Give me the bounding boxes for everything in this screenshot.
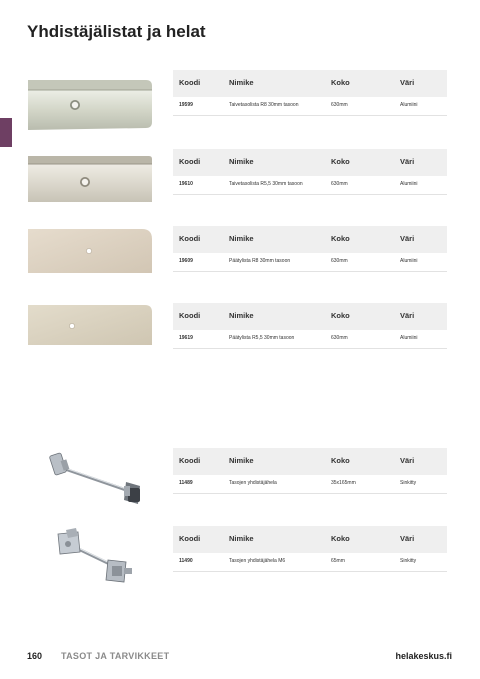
table-row xyxy=(173,330,447,349)
spec-table-header xyxy=(173,448,447,475)
product-image-19610 xyxy=(28,154,152,204)
table-row xyxy=(173,253,447,272)
product-code: 11490 xyxy=(179,558,193,564)
header-code: Koodi xyxy=(179,456,201,465)
product-size: 65mm xyxy=(331,558,345,564)
spec-table-header xyxy=(173,526,447,553)
product-size: 630mm xyxy=(331,258,348,264)
product-size: 35x165mm xyxy=(331,480,356,486)
header-code: Koodi xyxy=(179,234,201,243)
product-color: Alumiini xyxy=(400,258,418,264)
spec-table-11490 xyxy=(173,526,447,572)
product-image-19599 xyxy=(28,76,152,132)
header-size: Koko xyxy=(331,534,350,543)
end-profile-strip-icon xyxy=(28,305,152,345)
product-code: 19609 xyxy=(179,258,193,264)
spec-table-header xyxy=(173,226,447,253)
table-row xyxy=(173,97,447,116)
header-name: Nimike xyxy=(229,157,254,166)
product-size: 630mm xyxy=(331,335,348,341)
header-color: Väri xyxy=(400,534,415,543)
spec-table-header xyxy=(173,303,447,330)
product-name: Tasojen yhdistäjähela M6 xyxy=(229,558,286,564)
header-color: Väri xyxy=(400,456,415,465)
header-name: Nimike xyxy=(229,456,254,465)
product-image-11490 xyxy=(28,522,152,588)
product-size: 630mm xyxy=(331,102,348,108)
corner-profile-strip-icon xyxy=(28,154,152,204)
product-name: Päätylista R8 30mm tasoon xyxy=(229,258,291,264)
product-color: Alumiini xyxy=(400,102,418,108)
header-name: Nimike xyxy=(229,534,254,543)
product-code: 19619 xyxy=(179,335,193,341)
spec-table-19609 xyxy=(173,226,447,272)
table-row xyxy=(173,475,447,494)
spec-table-header xyxy=(173,149,447,176)
product-color: Alumiini xyxy=(400,335,418,341)
spec-table-19599 xyxy=(173,70,447,116)
header-name: Nimike xyxy=(229,311,254,320)
header-name: Nimike xyxy=(229,234,254,243)
section-tab-marker xyxy=(0,118,12,147)
product-code: 19599 xyxy=(179,102,193,108)
header-size: Koko xyxy=(331,78,350,87)
header-color: Väri xyxy=(400,78,415,87)
table-row xyxy=(173,553,447,572)
product-name: Taivetasolista R5,5 30mm tasoon xyxy=(229,181,303,187)
corner-profile-strip-icon xyxy=(28,76,152,132)
header-name: Nimike xyxy=(229,78,254,87)
product-image-11489 xyxy=(28,446,152,512)
product-name: Tasojen yhdistäjähela xyxy=(229,480,277,486)
page-title: Yhdistäjälistat ja helat xyxy=(27,22,206,41)
header-size: Koko xyxy=(331,456,350,465)
product-name: Päätylista R5,5 30mm tasoon xyxy=(229,335,295,341)
header-size: Koko xyxy=(331,311,350,320)
product-code: 11489 xyxy=(179,480,193,486)
end-profile-strip-icon xyxy=(28,229,152,273)
product-image-19609 xyxy=(28,229,152,273)
header-code: Koodi xyxy=(179,534,201,543)
product-code: 19610 xyxy=(179,181,193,187)
header-size: Koko xyxy=(331,157,350,166)
header-size: Koko xyxy=(331,234,350,243)
website-link[interactable]: helakeskus.fi xyxy=(395,651,452,661)
connector-bolt-icon xyxy=(28,446,152,512)
header-code: Koodi xyxy=(179,311,201,320)
product-size: 630mm xyxy=(331,181,348,187)
table-row xyxy=(173,176,447,195)
section-name: TASOT JA TARVIKKEET xyxy=(61,651,170,661)
header-color: Väri xyxy=(400,157,415,166)
header-color: Väri xyxy=(400,234,415,243)
product-color: Sinkitty xyxy=(400,480,417,486)
header-color: Väri xyxy=(400,311,415,320)
header-code: Koodi xyxy=(179,157,201,166)
connector-bolt-m6-icon xyxy=(28,522,152,588)
spec-table-header xyxy=(173,70,447,97)
spec-table-19619 xyxy=(173,303,447,349)
spec-table-19610 xyxy=(173,149,447,195)
product-color: Sinkitty xyxy=(400,558,417,564)
product-color: Alumiini xyxy=(400,181,418,187)
spec-table-11489 xyxy=(173,448,447,494)
product-name: Taivetasolista R8 30mm tasoon xyxy=(229,102,299,108)
header-code: Koodi xyxy=(179,78,201,87)
product-image-19619 xyxy=(28,305,152,345)
page-number: 160 xyxy=(27,651,43,661)
